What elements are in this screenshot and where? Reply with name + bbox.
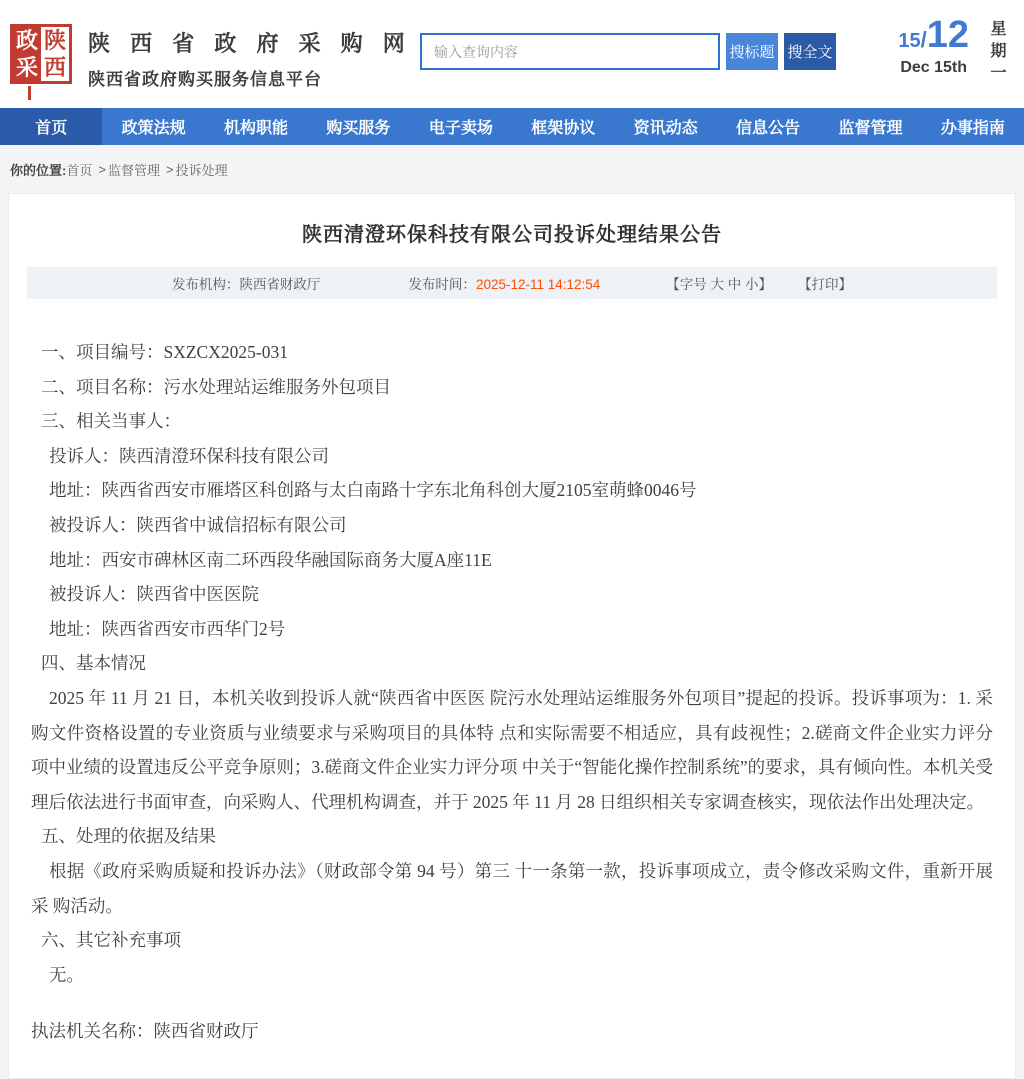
- breadcrumb-separator: >: [98, 161, 106, 177]
- publish-agency-value: 陕西省财政厅: [239, 277, 321, 292]
- breadcrumb: [0, 145, 1024, 193]
- complainant-address-line: 地址：陕西省西安市雁塔区科创路与太白南路十字东北角科创大厦2105室萌蜂0046号: [49, 480, 697, 501]
- enforcement-agency-sign: 执法机关名称：陕西省财政厅: [31, 1021, 259, 1042]
- date-display: [898, 14, 1008, 86]
- nav-item-home[interactable]: 首页: [0, 108, 102, 145]
- site-header: [0, 0, 1024, 108]
- seal-char-xi: 西: [41, 54, 69, 81]
- breadcrumb-home[interactable]: 首页: [66, 162, 93, 178]
- section-project-number: 一、项目编号：SXZCX2025-031: [41, 342, 288, 362]
- print-button[interactable]: 【打印】: [798, 277, 853, 292]
- seal-char-shan: 陕: [41, 27, 69, 54]
- article-card: [8, 193, 1016, 1079]
- respondent-agency-address: 地址：西安市碑林区南二环西段华融国际商务大厦A座11E: [49, 549, 492, 570]
- respondent-hospital-line: 被投诉人：陕西省中医医院: [49, 584, 259, 605]
- breadcrumb-complaint-handling[interactable]: 投诉处理: [175, 162, 228, 178]
- nav-item-e-marketplace[interactable]: 电子卖场: [428, 120, 493, 137]
- section-decision-basis: 五、处理的依据及结果: [41, 826, 216, 847]
- breadcrumb-prefix: 你的位置:: [10, 162, 67, 178]
- date-separator: /: [920, 27, 927, 52]
- article-body: [31, 335, 993, 1049]
- decision-paragraph: 根据《政府采购质疑和投诉办法》（财政部令第 94 号）第三 十一条第一款，投诉事项成立，责令修改采购文件，重新开展采 购活动。: [31, 860, 993, 916]
- search-input[interactable]: [420, 33, 720, 70]
- search-group: [420, 33, 836, 70]
- date-month: 12: [926, 14, 969, 56]
- breadcrumb-supervision[interactable]: 监督管理: [107, 162, 160, 178]
- publish-agency: [172, 273, 321, 293]
- section-related-parties: 三、相关当事人：: [41, 411, 181, 432]
- nav-item-framework[interactable]: 框架协议: [531, 120, 596, 137]
- site-subtitle: 陕西省政府购买服务信息平台: [88, 70, 322, 89]
- seal-char-cai: 采: [13, 54, 41, 81]
- font-size-control[interactable]: 【字号 大 中 小】: [666, 277, 773, 292]
- seal-logo-icon: [10, 24, 72, 84]
- supplementary-none-line: 无。: [49, 964, 84, 985]
- nav-item-guide[interactable]: 办事指南: [940, 120, 1005, 137]
- nav-item-supervision[interactable]: 监督管理: [838, 120, 903, 137]
- site-title: 陕 西 省 政 府 采 购 网: [88, 31, 412, 56]
- publish-agency-label: 发布机构：: [171, 277, 240, 292]
- article-meta-bar: [27, 267, 997, 299]
- complainant-line: 投诉人：陕西清澄环保科技有限公司: [49, 445, 329, 466]
- date-day-month: [898, 14, 969, 57]
- site-logo[interactable]: [10, 24, 76, 90]
- publish-time-label: 发布时间：: [408, 277, 476, 292]
- weekday-label: 星期一: [988, 20, 1005, 86]
- article-title: 陕西清澄环保科技有限公司投诉处理结果公告: [302, 224, 722, 246]
- date-day: 15: [898, 30, 921, 52]
- basic-facts-paragraph: 2025 年 11 月 21 日，本机关收到投诉人就“陕西省中医医 院污水处理站运维服务外包项目”提起的投诉。投诉事项为：1. 采购文件资格设置的专业资质与业绩要求与采购项目的具体特 点和实际需要不相适应，具有歧视性；2.磋商文件企业实力评分 项中业绩的设置违反公平竞争原则；3.磋商文件企业实力评分项 中关于“智能化操作控制系统”的要求，具有倾向性。本机关受 理后依法进行书面审查，向采购人、代理机构调查，并于 2025 年 11 月 28 日组织相关专家调查核实，现依法作出处理决定。: [31, 687, 993, 812]
- nav-item-announcements[interactable]: 信息公告: [736, 120, 801, 137]
- nav-item-functions[interactable]: 机构职能: [224, 120, 289, 137]
- section-basic-facts: 四、基本情况: [41, 653, 146, 674]
- seal-char-zheng: 政: [13, 27, 41, 54]
- respondent-agency-line: 被投诉人：陕西省中诚信招标有限公司: [49, 514, 347, 535]
- nav-item-purchase-services[interactable]: 购买服务: [326, 120, 391, 137]
- breadcrumb-separator: >: [165, 161, 174, 177]
- search-title-button[interactable]: 搜标题: [726, 33, 778, 70]
- nav-item-policies[interactable]: 政策法规: [121, 120, 186, 137]
- nav-item-news[interactable]: 资讯动态: [633, 120, 698, 137]
- publish-time: [408, 273, 600, 293]
- section-supplementary: 六、其它补充事项: [41, 930, 181, 951]
- main-nav: [0, 108, 1024, 145]
- seal-tail-decoration: [28, 86, 31, 100]
- date-numbers: [898, 14, 969, 86]
- date-english: Dec 15th: [900, 59, 968, 76]
- respondent-hospital-address: 地址：陕西省西安市西华门2号: [49, 618, 286, 639]
- section-project-name: 二、项目名称：污水处理站运维服务外包项目: [41, 376, 391, 397]
- publish-time-value: 2025-12-11 14:12:54: [475, 277, 601, 292]
- search-fulltext-button[interactable]: 搜全文: [784, 33, 836, 70]
- site-titles: [88, 27, 412, 90]
